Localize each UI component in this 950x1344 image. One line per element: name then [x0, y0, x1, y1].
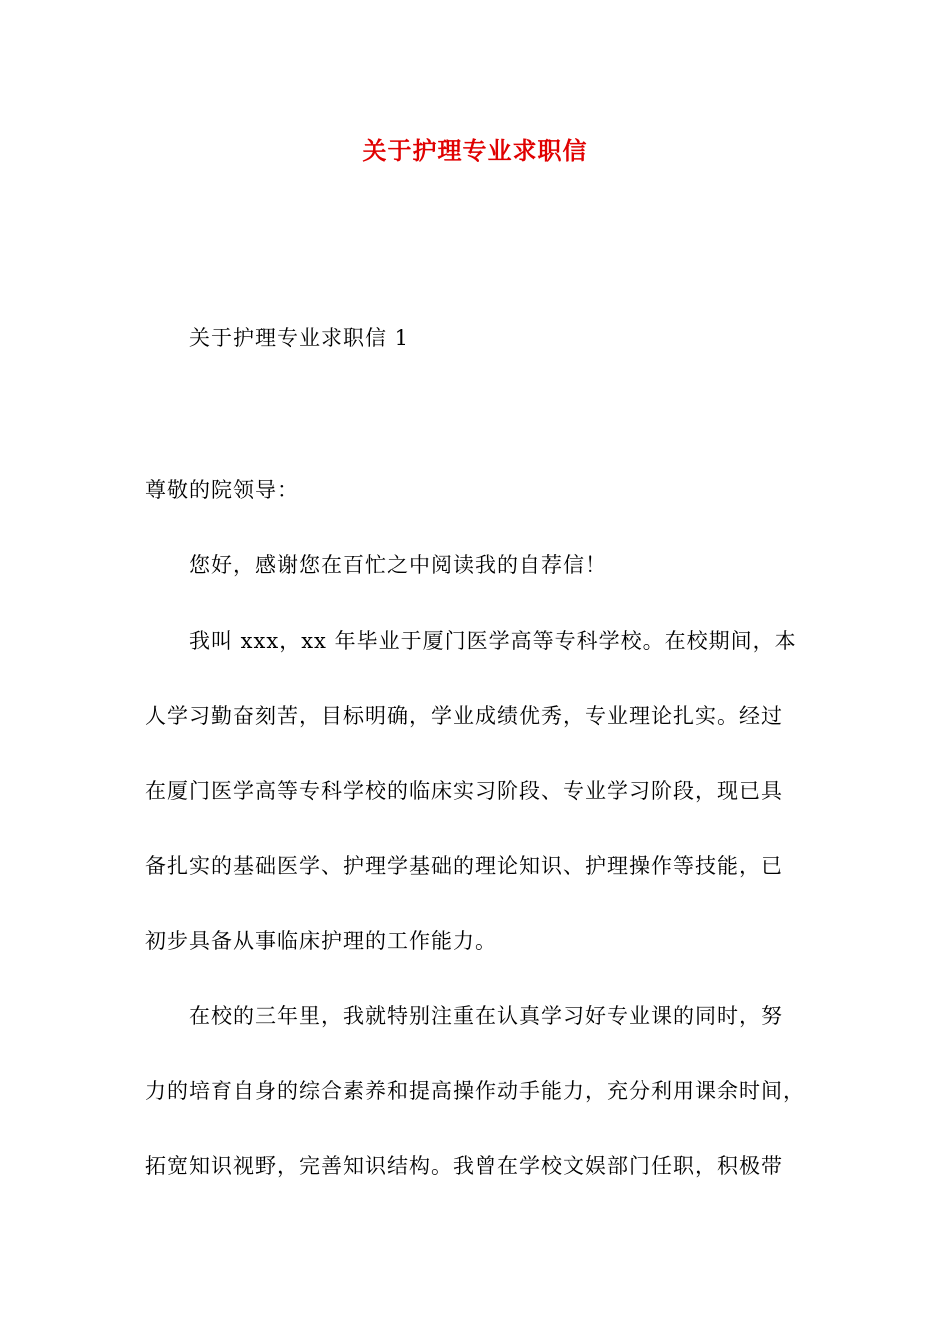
paragraph-line: 我叫 xxx，xx 年毕业于厦门医学高等专科学校。在校期间，本 [189, 629, 797, 653]
paragraph-line: 在厦门医学高等专科学校的临床实习阶段、专业学习阶段，现已具 [145, 779, 783, 803]
paragraph-line: 人学习勤奋刻苦，目标明确，学业成绩优秀，专业理论扎实。经过 [145, 704, 783, 728]
paragraph-line: 初步具备从事临床护理的工作能力。 [145, 929, 497, 953]
paragraph-line: 您好，感谢您在百忙之中阅读我的自荐信！ [189, 553, 607, 577]
paragraph-line: 备扎实的基础医学、护理学基础的理论知识、护理操作等技能，已 [145, 854, 783, 878]
paragraph-line: 力的培育自身的综合素养和提高操作动手能力，充分利用课余时间， [145, 1079, 805, 1103]
paragraph-line: 拓宽知识视野，完善知识结构。我曾在学校文娱部门任职，积极带 [145, 1154, 783, 1178]
salutation: 尊敬的院领导： [145, 478, 299, 502]
section-heading: 关于护理专业求职信 1 [189, 326, 410, 350]
paragraph-line: 在校的三年里，我就特别注重在认真学习好专业课的同时，努 [189, 1004, 783, 1028]
document-title: 关于护理专业求职信 [362, 136, 588, 165]
